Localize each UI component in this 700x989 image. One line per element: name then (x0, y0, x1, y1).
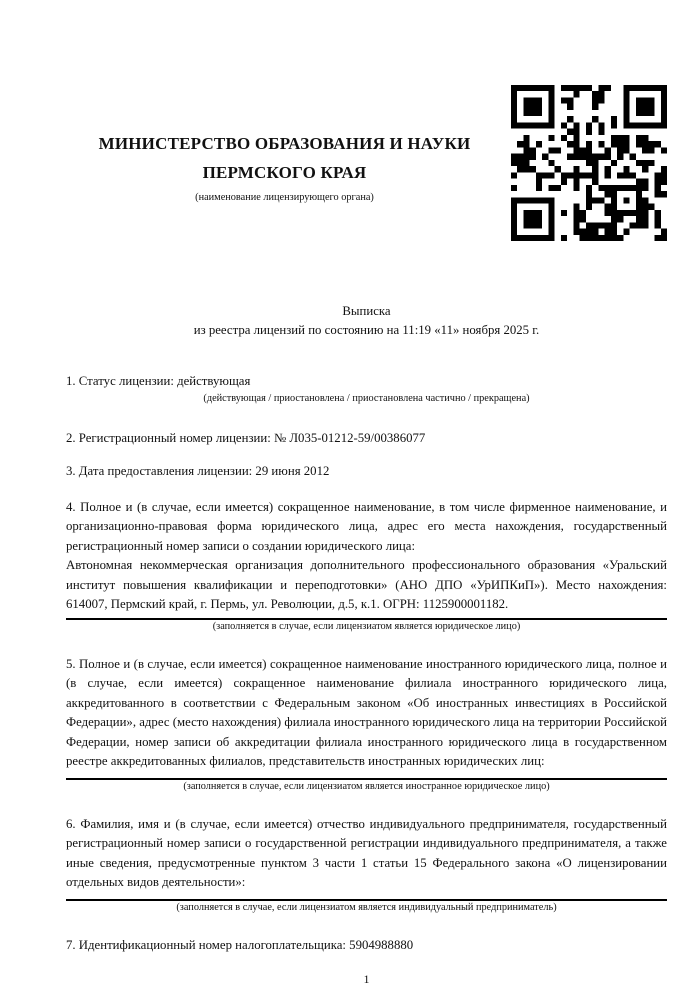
item-2-text: 2. Регистрационный номер лицензии: № Л035-01212-59/00386077 (66, 430, 426, 445)
item-5-foreign-entity (66, 655, 667, 794)
item-4-legal-entity (66, 498, 667, 634)
item-4-text: 4. Полное и (в случае, если имеется) сокращенное наименование, в том числе фирменное наименование, и организационно-правовая форма юридического лица, адрес его места нахождения, государственный регистрационный номер записи о создании юридического лица: (66, 499, 667, 553)
item-6-text: 6. Фамилия, имя и (в случае, если имеется) отчество индивидуального предпринимателя, государственный регистрационный номер записи о государственной регистрации индивидуального предпринимателя, а также иные сведения, предусмотренные пунктом 3 части 1 статьи 15 Федерального закона «О лицензировании отдельных видов деятельности»: (66, 816, 667, 889)
item-4-note: (заполняется в случае, если лицензиатом является юридическое лицо) (212, 620, 521, 632)
item-7-taxpayer-number (66, 936, 667, 956)
item-3-text: 3. Дата предоставления лицензии: 29 июня 2012 (66, 464, 330, 478)
document-title-line2: из реестра лицензий по состоянию на 11:19 «11» ноября 2025 г. (193, 322, 540, 337)
item-5-note: (заполняется в случае, если лицензиатом является иностранное юридическое лицо) (183, 780, 550, 792)
item-2-registration-number (66, 429, 667, 449)
item-1-note: (действующая / приостановлена / приостановлена частично / прекращена) (203, 392, 530, 404)
page-number: 1 (363, 972, 370, 986)
document-title (66, 302, 667, 339)
ministry-caption: (наименование лицензирующего органа) (195, 192, 374, 203)
document-header (66, 84, 667, 241)
item-6-individual-entrepreneur (66, 815, 667, 915)
document-title-line1: Выписка (342, 304, 391, 318)
licensing-authority (66, 129, 511, 203)
qr-code-icon (511, 85, 667, 241)
item-7-text: 7. Идентификационный номер налогоплательщика: 5904988880 (66, 937, 414, 952)
item-4-value: Автономная некоммерческая организация дополнительного профессионального образования «Уральский институт повышения квалификации и переподготовки» (АНО ДПО «УрИПКиП»). Место нахождения: 614007, Пермский край, г. Пермь, ул. Революции, д.5, к.1. ОГРН: 1125900001182. (66, 558, 667, 611)
item-5-text: 5. Полное и (в случае, если имеется) сокращенное наименование иностранного юридического лица, полное и (в случае, если имеется) сокращенное наименование филиала иностранного юридического лица, аккредитованного в соответствии с Федеральным законом «Об иностранных инвестициях в Российской Федерации», адрес (место нахождения) филиала иностранного юридического лица на территории Российской Федерации, номер записи об аккредитации филиала иностранного юридического лица в государственном реестре аккредитованных филиалов, представительств иностранных юридических лиц: (66, 656, 667, 768)
ministry-name-line2: ПЕРМСКОГО КРАЯ (202, 163, 367, 182)
ministry-name-line1: МИНИСТЕРСТВО ОБРАЗОВАНИЯ И НАУКИ (98, 134, 471, 153)
item-1-license-status (66, 372, 667, 406)
item-1-text: 1. Статус лицензии: действующая (66, 374, 251, 388)
item-6-note: (заполняется в случае, если лицензиатом является индивидуальный предприниматель) (176, 901, 557, 913)
item-3-license-date (66, 462, 667, 482)
